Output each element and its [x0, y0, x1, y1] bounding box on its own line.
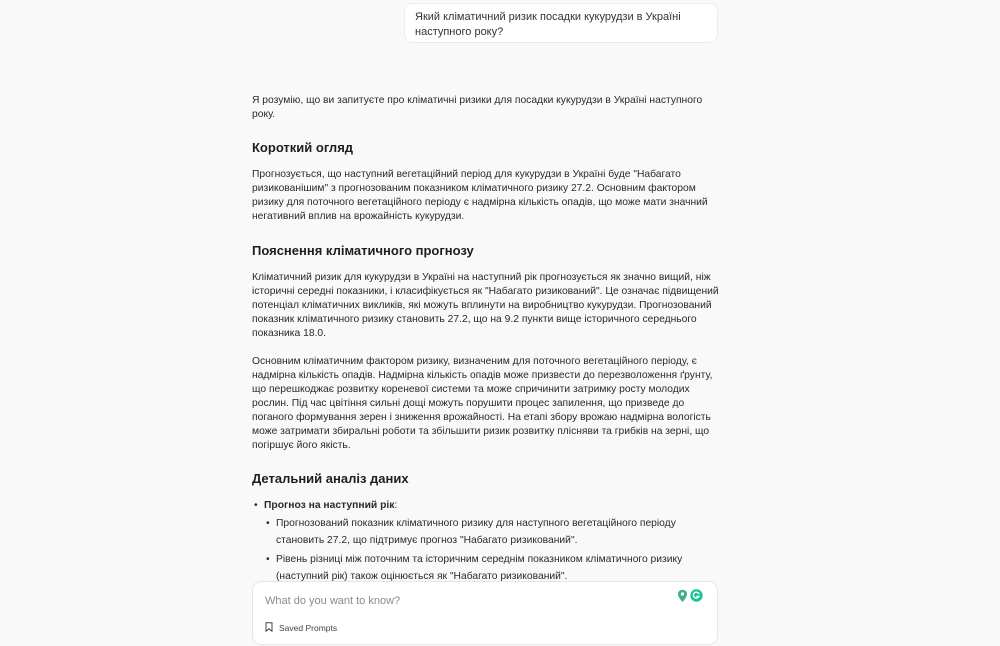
chat-composer — [252, 581, 718, 645]
list-item-label: Прогноз на наступний рік — [264, 500, 395, 512]
answer-intro: Я розумію, що ви запитуєте про кліматичні ризики для посадки кукурудзи в Україні наступного року. — [252, 95, 703, 121]
overview-paragraph: Прогнозується, що наступний вегетаційний період для кукурудзи в Україні буде "Набагато ризикованішим" з прогнозованим показником кліматичного ризику 27.2. Основним фактором ризику для поточного вегетаційного періоду є надмірна кількість опадів, що може мати значний негативний вплив на врожайність кукурудзи. — [252, 169, 708, 223]
list-item: • Прогноз на наступний рік: • Прогнозований показник кліматичного ризику для наступного вегетаційного періоду становить 27.2, що підтримує прогноз "Набагато ризикований". • Рівень різниці між поточним та історичним середнім показником кліматичного ризику (наступний рік) також оцінюється як "Набагато ризикований". — [264, 499, 720, 581]
sub-list-item: • Прогнозований показник кліматичного ризику для наступного вегетаційного періоду становить 27.2, що підтримує прогноз "Набагато ризикований". — [276, 515, 720, 549]
saved-prompts-button[interactable] — [265, 622, 337, 634]
section-heading-overview: Короткий огляд — [252, 140, 354, 156]
analysis-list — [252, 499, 720, 581]
assistant-answer — [252, 94, 720, 581]
user-message-text: Який кліматичний ризик посадки кукурудзи в Україні наступного року? — [415, 11, 681, 38]
bookmark-icon — [265, 622, 273, 634]
grammarly-icon[interactable] — [690, 589, 703, 603]
forecast-paragraph-1: Кліматичний ризик для кукурудзи в Україні на наступний рік прогнозується як значно вищий, ніж історичні середні показники, і класифікується як "Набагато ризикований". Це означає підвищений потенціал кліматичних викликів, які можуть вплинути на виробництво кукурудзи. Прогнозований показник кліматичного ризику становить 27.2, що на 9.2 пункти вище історичного середнього показника 18.0. — [252, 271, 719, 339]
composer-icons — [677, 589, 703, 603]
sub-list — [264, 515, 720, 581]
forecast-paragraph-2: Основним кліматичним фактором ризику, визначеним для поточного вегетаційного періоду, є надмірна кількість опадів. Надмірна кількість опадів може призвести до перезволоження ґрунту, що перешкоджає розвитку кореневої системи та може спричинити затримку росту молодих рослин. Під час цвітіння сильні дощі можуть порушити процес запилення, що призведе до поганого формування зерен і зниження врожайності. На етапі збору врожаю надмірна вологість може затримати збиральні роботи та збільшити ризик розвитку плісняви та грибків на зерні, що погіршує його якість. — [252, 355, 713, 452]
section-heading-detailed-analysis: Детальний аналіз даних — [252, 471, 409, 487]
sub-list-item: • Рівень різниці між поточним та історичним середнім показником кліматичного ризику (наступний рік) також оцінюється як "Набагато ризикований". — [276, 551, 720, 581]
section-heading-forecast-explanation: Пояснення кліматичного прогнозу — [252, 242, 474, 258]
saved-prompts-label: Saved Prompts — [279, 623, 338, 633]
location-pin-icon[interactable] — [677, 589, 688, 603]
prompt-input[interactable] — [263, 592, 667, 610]
user-message-bubble — [404, 3, 718, 43]
